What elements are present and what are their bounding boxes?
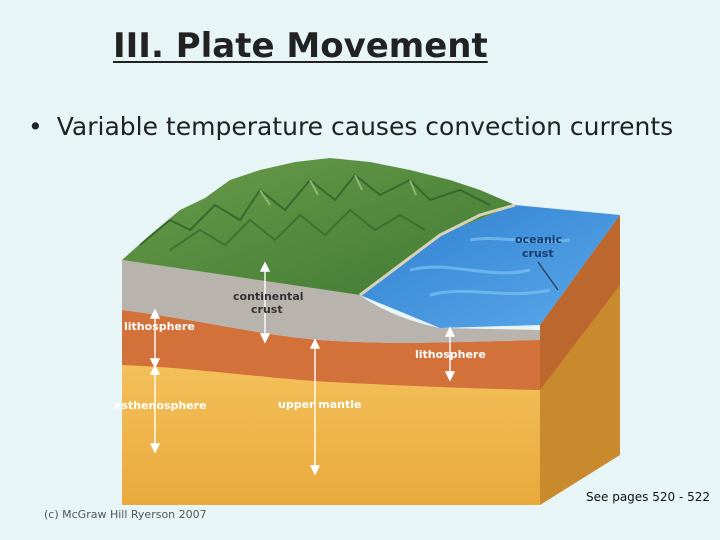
plate-block-diagram	[110, 150, 630, 510]
label-upper-mantle: upper mantle	[278, 398, 362, 411]
bullet-point	[28, 112, 673, 141]
label-lithosphere-left: lithosphere	[124, 320, 195, 333]
label-lithosphere-right: lithosphere	[415, 348, 486, 361]
bullet-text: Variable temperature causes convection currents	[56, 112, 674, 141]
label-oceanic: oceanic	[515, 233, 563, 246]
label-continental-crust: crust	[251, 303, 283, 316]
bullet-icon: •	[28, 112, 43, 141]
label-oceanic-crust: crust	[522, 247, 554, 260]
page-reference: See pages 520 - 522	[586, 490, 711, 504]
slide-title: III. Plate Movement	[113, 26, 488, 66]
label-continental: continental	[233, 290, 304, 303]
copyright-note: (c) McGraw Hill Ryerson 2007	[44, 508, 207, 521]
label-asthenosphere: asthenosphere	[114, 399, 207, 412]
